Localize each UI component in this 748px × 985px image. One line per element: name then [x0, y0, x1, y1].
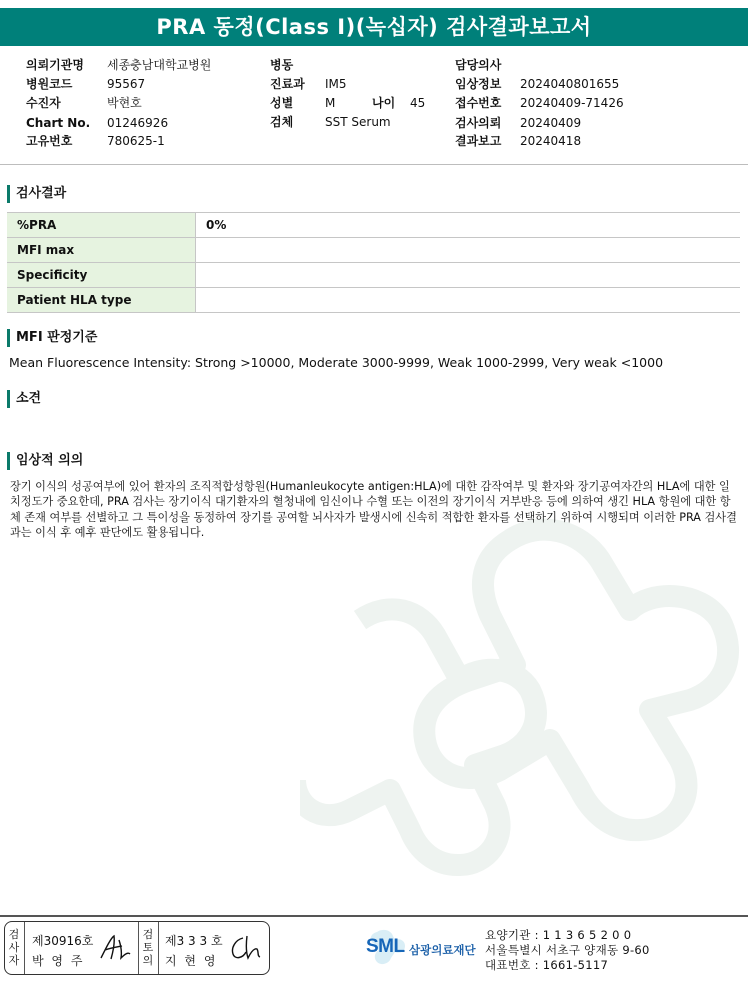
unique-no-label: 고유번호: [26, 134, 73, 148]
chart-no-value: 01246926: [107, 116, 169, 130]
org-name: 삼광의료재단: [409, 943, 476, 957]
sex-value: M: [325, 96, 336, 110]
supervisor-license-no: 제3 3 3 호: [165, 934, 223, 948]
section-clinical-heading: 임상적 의의: [7, 452, 83, 470]
doctor-label: 담당의사: [455, 58, 502, 72]
tester-vertical-label: [7, 929, 21, 966]
result-value: [196, 238, 741, 263]
result-label: Specificity: [7, 263, 196, 288]
stamp-divider: [138, 922, 139, 974]
results-table: [7, 212, 740, 313]
section-results-heading: 검사결과: [7, 185, 66, 203]
supervisor-label-char: 검: [142, 928, 154, 941]
result-label: Patient HLA type: [7, 288, 196, 313]
hospital-code-label: 병원코드: [26, 77, 73, 91]
signature-box: [4, 921, 270, 975]
request-date-label: 검사의뢰: [455, 116, 502, 130]
section-mfi-heading: MFI 판정기준: [7, 329, 97, 347]
supervisor-vertical-label: [141, 929, 155, 966]
result-value: 0%: [196, 213, 741, 238]
care-institution-no: 요양기관 : 1 1 3 6 5 2 0 0: [485, 928, 632, 942]
report-date-label: 결과보고: [455, 134, 502, 148]
tester-name: 박 영 주: [32, 954, 85, 968]
org-address: 서울특별시 서초구 양재동 9-60: [485, 943, 650, 957]
supervisor-label-char: 토: [142, 941, 154, 954]
result-value: [196, 263, 741, 288]
info-divider: [0, 164, 748, 165]
result-label: MFI max: [7, 238, 196, 263]
clinical-significance-text: 장기 이식의 성공여부에 있어 환자의 조직적합성항원(Humanleukocyte antigen:HLA)에 대한 감작여부 및 환자와 장기공여자간의 HLA에 대한 일치정도가 중요한데, PRA 검사는 장기이식 대기환자의 혈청내에 임신이나 수혈 또는 이전의 장기이식 거부반응 등에 의하여 생긴 HLA 항원에 대한 항체 존재 여부를 선별하고 그 특이성을 동정하여 장기를 공여할 뇌사자가 발생시에 신속히 적합한 환자를 선택하기 위하여 시행되며 이러한 PRA 검사결과는 이식 후 예후 판단에도 활용됩니다.: [10, 480, 737, 539]
unique-no-value: 780625-1: [107, 134, 165, 148]
table-row: [7, 288, 740, 313]
institution-label: 의뢰기관명: [26, 58, 84, 72]
age-value: 45: [410, 96, 426, 110]
sml-logo-text: SML: [366, 936, 405, 957]
clinical-info-value: 2024040801655: [520, 77, 620, 91]
watermark-logo: [300, 500, 748, 900]
department-label: 진료과: [270, 77, 305, 91]
specimen-label: 검체: [270, 115, 294, 129]
stamp-divider: [158, 922, 159, 974]
department-value: IM5: [325, 77, 347, 91]
receipt-no-value: 20240409-71426: [520, 96, 624, 110]
tester-label-char: 자: [8, 954, 20, 967]
examinee-label: 수진자: [26, 96, 61, 110]
chart-no-label: Chart No.: [26, 116, 91, 130]
mfi-criteria-text: Mean Fluorescence Intensity: Strong >10000, Moderate 3000-9999, Weak 1000-2999, Very weak <1000: [9, 355, 664, 370]
table-row: [7, 263, 740, 288]
table-row: [7, 213, 740, 238]
result-label: %PRA: [7, 213, 196, 238]
tester-label-char: 사: [8, 941, 20, 954]
hospital-code-value: 95567: [107, 77, 146, 91]
ward-label: 병동: [270, 58, 294, 72]
receipt-no-label: 접수번호: [455, 96, 502, 110]
result-value: [196, 288, 741, 313]
section-opinion-heading: 소견: [7, 390, 41, 408]
request-date-value: 20240409: [520, 116, 582, 130]
tester-label-char: 검: [8, 928, 20, 941]
clinical-info-label: 임상정보: [455, 77, 502, 91]
supervisor-label-char: 의: [142, 954, 154, 967]
sex-label: 성별: [270, 96, 294, 110]
institution-value: 세종충남대학교병원: [107, 58, 212, 72]
org-phone: 대표번호 : 1661-5117: [485, 958, 609, 972]
footer-divider: [0, 915, 748, 917]
report-title: PRA 동정(Class I)(녹십자) 검사결과보고서: [0, 8, 748, 46]
examinee-value: 박현호: [107, 96, 142, 110]
supervisor-signature: [227, 932, 265, 964]
report-date-value: 20240418: [520, 134, 582, 148]
supervisor-name: 지 현 영: [165, 954, 218, 968]
specimen-value: SST Serum: [325, 115, 391, 129]
table-row: [7, 238, 740, 263]
tester-signature: [97, 932, 133, 964]
tester-license-no: 제30916호: [32, 934, 94, 948]
stamp-divider: [24, 922, 25, 974]
age-label: 나이: [372, 96, 396, 110]
